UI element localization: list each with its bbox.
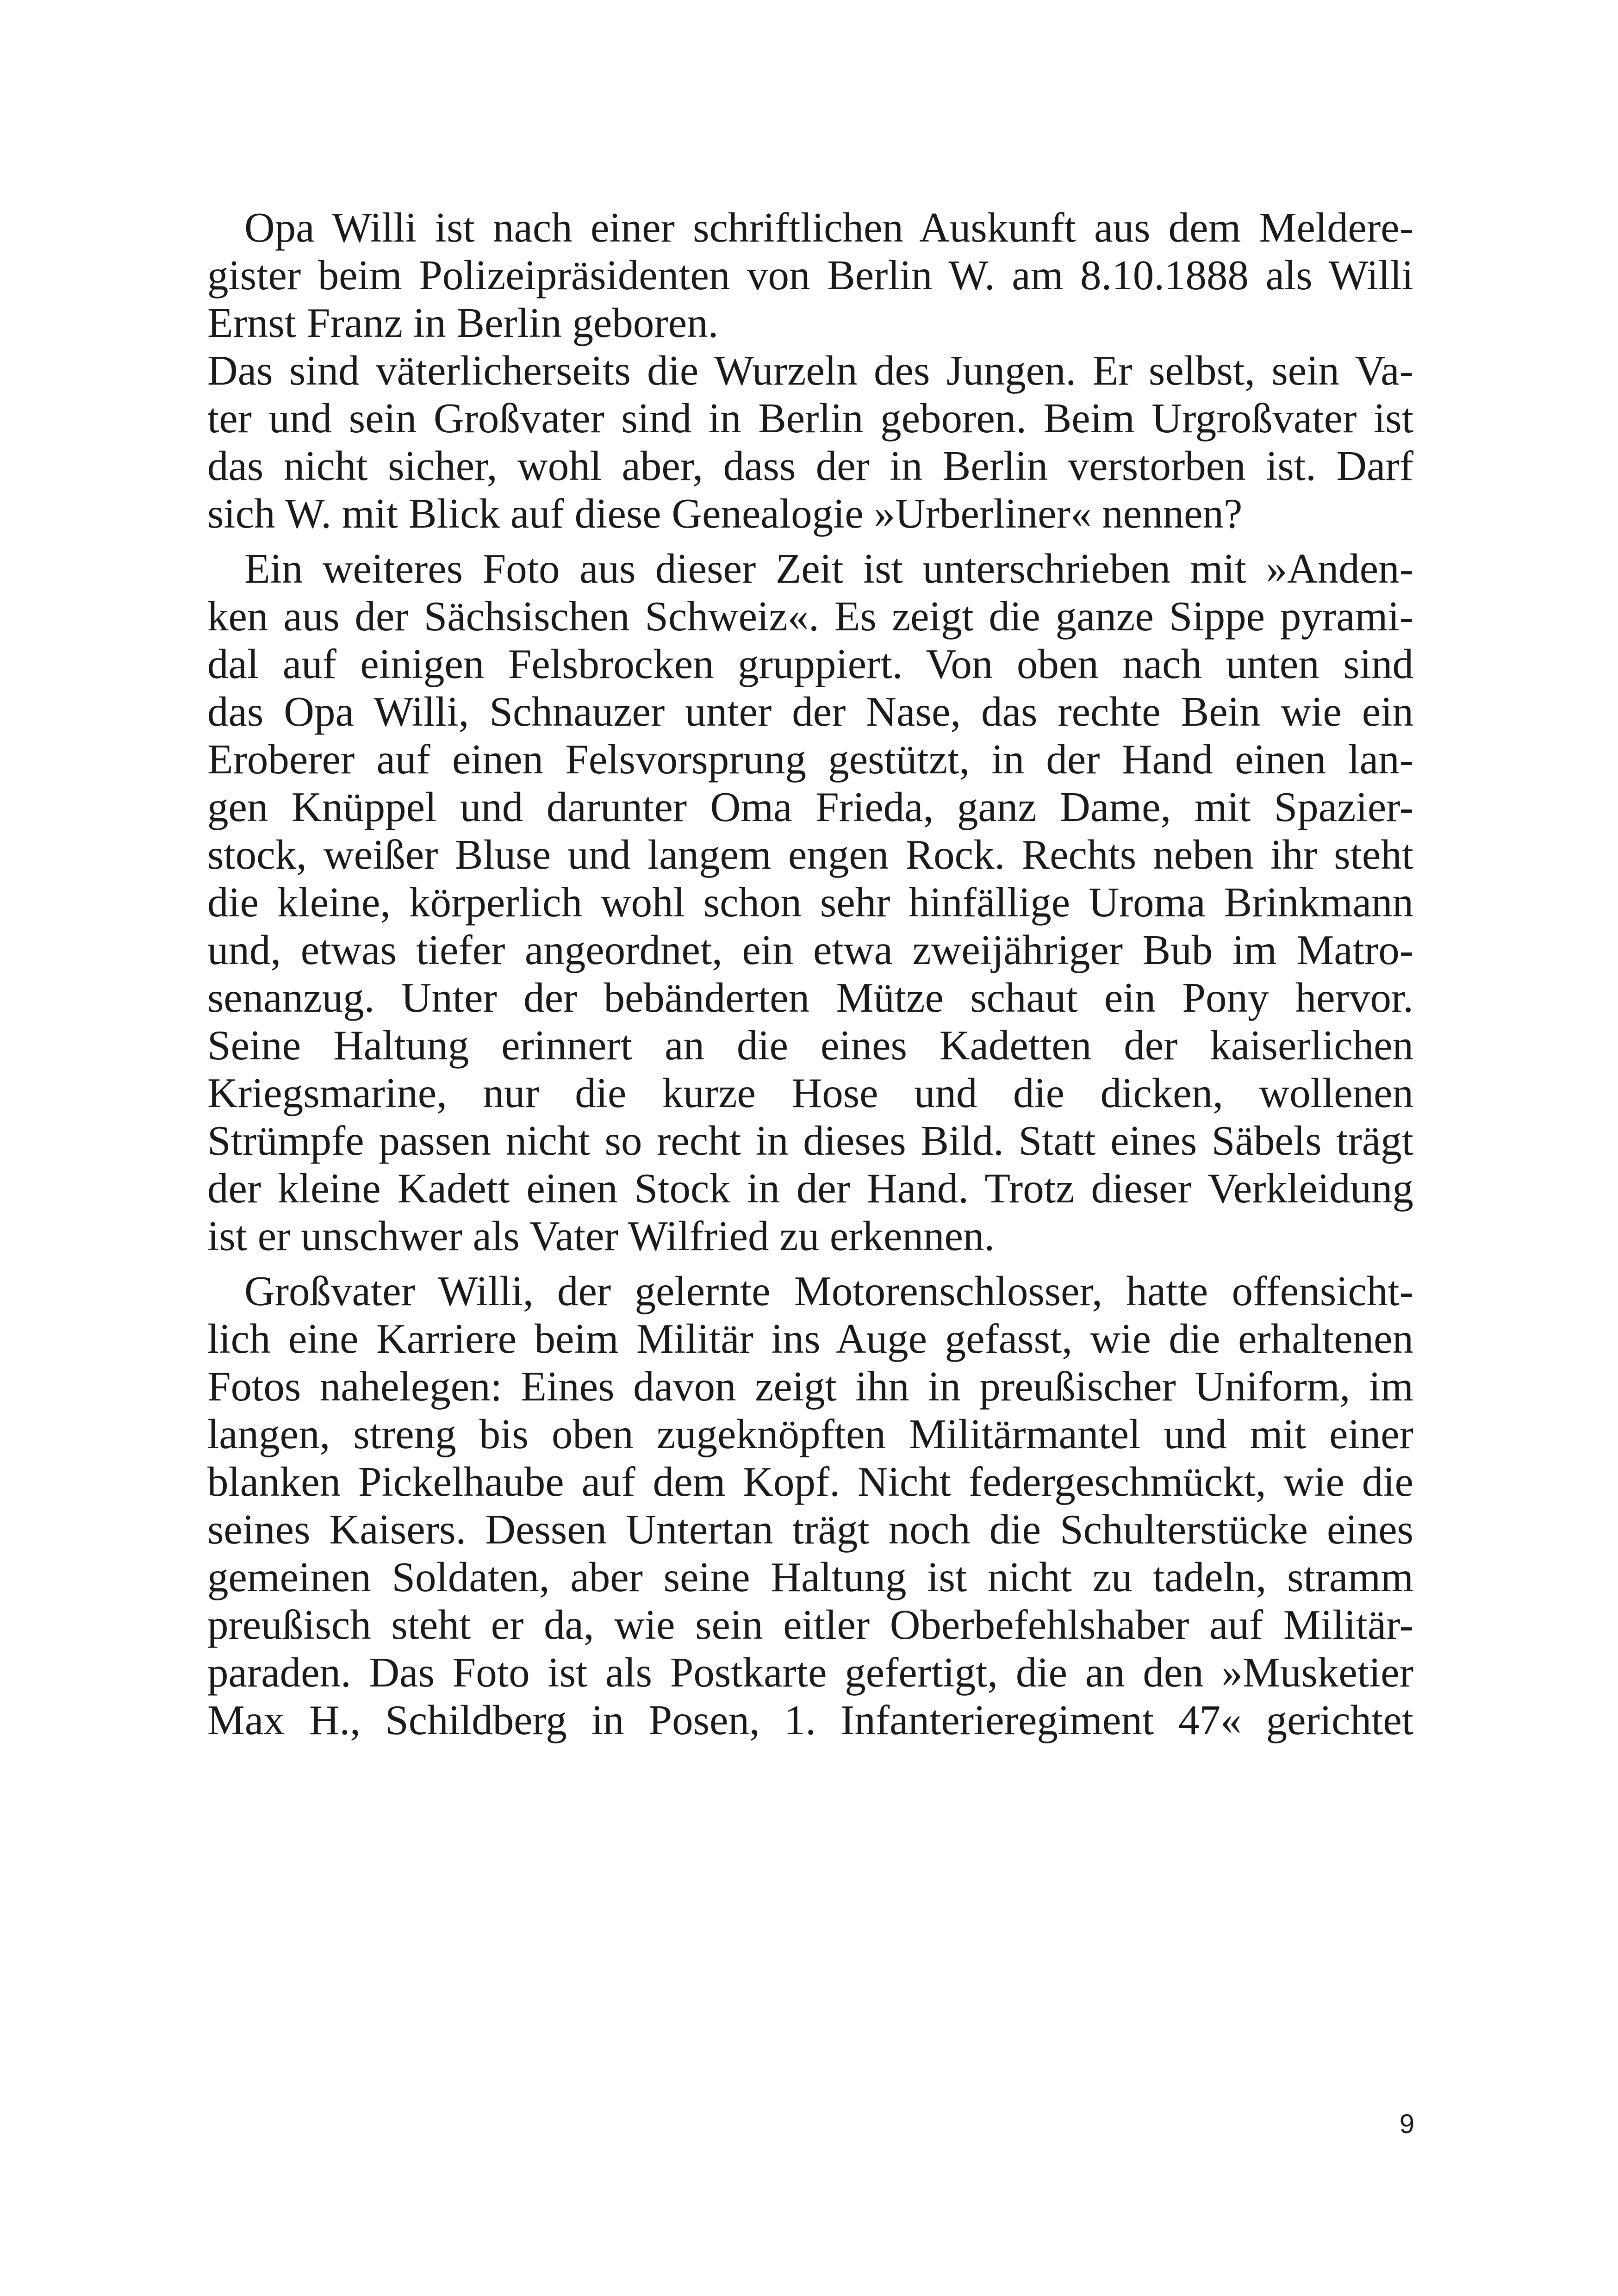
text-line: lich eine Karriere beim Militär ins Auge gefasst, wie die erhaltenen [207, 1315, 1413, 1362]
body-text [207, 204, 1413, 1744]
text-line: preußisch steht er da, wie sein eitler Oberbefehlshaber auf Militär- [207, 1601, 1413, 1648]
text-line: dal auf einigen Felsbrocken gruppiert. Von oben nach unten sind [207, 641, 1413, 687]
text-line: gen Knüppel und darunter Oma Frieda, ganz Dame, mit Spazier- [207, 784, 1413, 830]
text-line: seines Kaisers. Dessen Untertan trägt noch die Schulterstücke eines [207, 1506, 1413, 1553]
text-line: langen, streng bis oben zugeknöpften Militärmantel und mit einer [207, 1411, 1413, 1457]
text-line: Ernst Franz in Berlin geboren. [207, 299, 719, 346]
text-line: Seine Haltung erinnert an die eines Kadetten der kaiserlichen [207, 1022, 1413, 1069]
text-line: blanken Pickelhaube auf dem Kopf. Nicht federgeschmückt, wie die [207, 1458, 1413, 1505]
text-line: gister beim Polizeipräsidenten von Berlin W. am 8.10.1888 als Willi [207, 252, 1413, 299]
text-line: das nicht sicher, wohl aber, dass der in Berlin verstorben ist. Darf [207, 442, 1413, 489]
text-line: gemeinen Soldaten, aber seine Haltung ist nicht zu tadeln, stramm [207, 1554, 1413, 1600]
text-line: Max H., Schildberg in Posen, 1. Infanterieregiment 47« gerichtet [207, 1697, 1413, 1743]
text-line: die kleine, körperlich wohl schon sehr hinfällige Uroma Brinkmann [207, 879, 1413, 926]
text-line: der kleine Kadett einen Stock in der Hand. Trotz dieser Verkleidung [207, 1165, 1413, 1212]
text-line: Kriegsmarine, nur die kurze Hose und die dicken, wollenen [207, 1070, 1413, 1116]
paragraph-gap [207, 537, 1413, 545]
text-line: und, etwas tiefer angeordnet, ein etwa zweijähriger Bub im Matro- [207, 927, 1413, 973]
text-line: Opa Willi ist nach einer schriftlichen Auskunft aus dem Meldere- [244, 204, 1413, 251]
paragraph-gap [207, 1260, 1413, 1267]
text-line: sich W. mit Blick auf diese Genealogie »Urberliner« nennen? [207, 490, 1243, 537]
text-line: Eroberer auf einen Felsvorsprung gestützt, in der Hand einen lan- [207, 736, 1413, 783]
text-line: Ein weiteres Foto aus dieser Zeit ist unterschrieben mit »Anden- [244, 545, 1413, 592]
text-line: Strümpfe passen nicht so recht in dieses Bild. Statt eines Säbels trägt [207, 1117, 1413, 1164]
text-line: Großvater Willi, der gelernte Motorenschlosser, hatte offensicht- [244, 1268, 1413, 1314]
text-line: ist er unschwer als Vater Wilfried zu erkennen. [207, 1213, 995, 1259]
page-number: 9 [1399, 2109, 1415, 2139]
text-line: Das sind väterlicherseits die Wurzeln des Jungen. Er selbst, sein Va- [207, 347, 1413, 394]
text-line: paraden. Das Foto ist als Postkarte gefertigt, die an den »Musketier [207, 1649, 1413, 1696]
text-line: ken aus der Sächsischen Schweiz«. Es zeigt die ganze Sippe pyrami- [207, 593, 1413, 640]
text-line: das Opa Willi, Schnauzer unter der Nase, das rechte Bein wie ein [207, 688, 1413, 735]
text-line: senanzug. Unter der bebänderten Mütze schaut ein Pony hervor. [207, 974, 1413, 1021]
text-line: Fotos nahelegen: Eines davon zeigt ihn in preußischer Uniform, im [207, 1363, 1413, 1410]
text-line: ter und sein Großvater sind in Berlin geboren. Beim Urgroßvater ist [207, 395, 1413, 442]
text-line: stock, weißer Bluse und langem engen Rock. Rechts neben ihr steht [207, 831, 1413, 878]
